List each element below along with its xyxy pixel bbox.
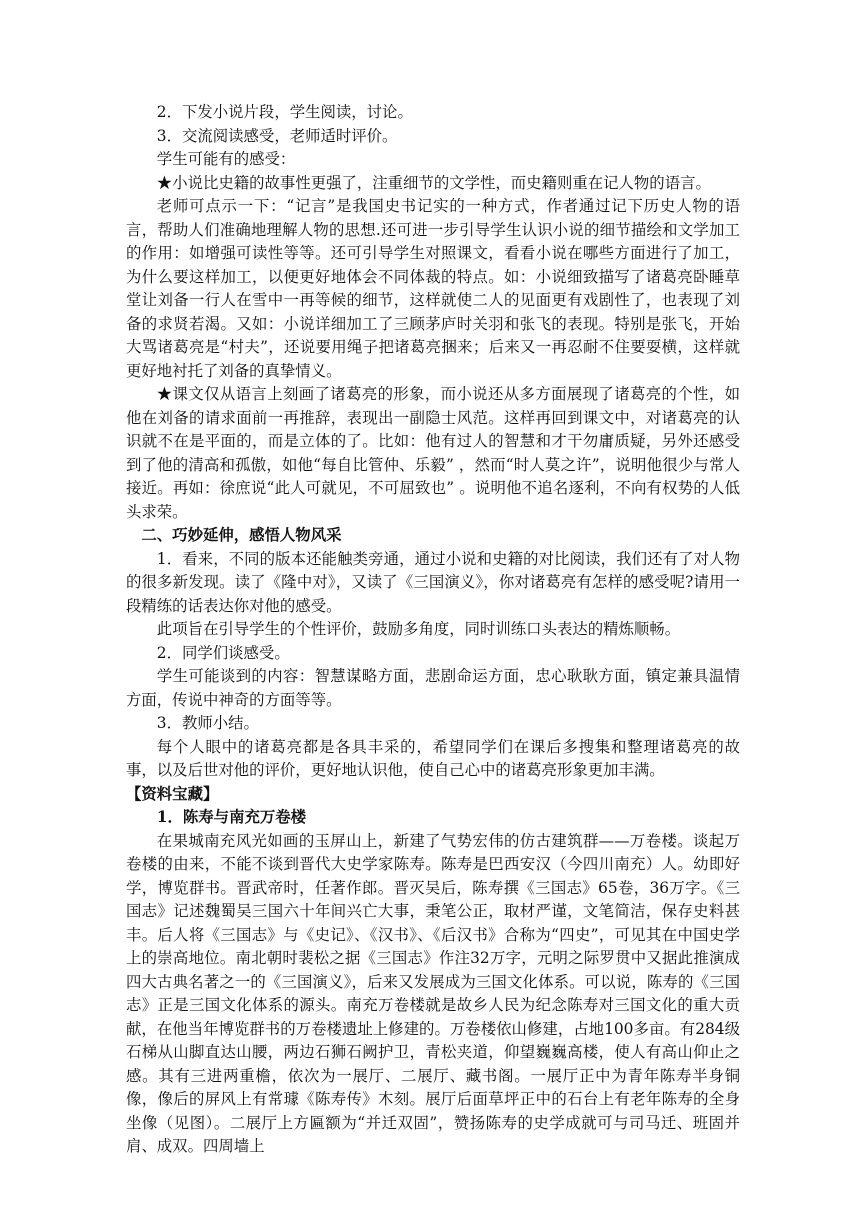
document-body	[126, 101, 740, 1159]
subheading-chenshou: 1．陈寿与南充万卷楼	[156, 808, 307, 826]
paragraph-wanjuanlou: 在果城南充风光如画的玉屏山上，新建了气势宏伟的仿古建筑群——万卷楼。谈起万卷楼的由来，不能不谈到晋代大史学家陈寿。陈寿是巴西安汉（今四川南充）人。幼即好学，博览群书。晋武帝时，任著作郎。晋灭吴后，陈寿撰《三国志》65卷，36万字。《三国志》记述魏蜀吴三国六十年间兴亡大事，秉笔公正，取材严谨，文笔简洁，保存史料甚丰。后人将《三国志》与《史记》、《汉书》、《后汉书》合称为“四史”，可见其在中国史学上的崇高地位。南北朝时裴松之据《三国志》作注32万字，元明之际罗贯中又据此推演成四大古典名著之一的《三国演义》，后来又发展成为三国文化体系。可以说，陈寿的《三国志》正是三国文化体系的源头。南充万卷楼就是故乡人民为纪念陈寿对三国文化的重大贡献，在他当年博览群书的万卷楼遗址上修建的。万卷楼依山修建，占地100多亩。有284级石梯从山脚直达山腰，两边石狮石阙护卫，青松夹道，仰望巍巍高楼，使人有高山仰止之感。其有三进两重檐，依次为一展厅、二展厅、藏书阁。一展厅正中为青年陈寿半身铜像，像后的屏风上有常璩《陈寿传》木刻。展厅后面草坪正中的石台上有老年陈寿的全身坐像（见图）。二展厅上方匾额为“并迁双固”，赞扬陈寿的史学成就可与司马迁、班固并肩、成双。四周墙上	[126, 831, 740, 1155]
paragraph-extension-3: 3．教师小结。	[156, 714, 259, 732]
paragraph-step-2: 2．下发小说片段，学生阅读，讨论。	[156, 103, 413, 121]
paragraph-possible-topics: 学生可能谈到的内容：智慧谋略方面，悲剧命运方面，忠心耿耿方面，镇定兼具温情方面，传说中神奇的方面等等。	[126, 667, 740, 709]
section-heading-resources: 【资料宝藏】	[126, 784, 219, 803]
paragraph-step-3: 3．交流阅读感受，老师适时评价。	[156, 126, 398, 145]
section-heading-extension: 二、巧妙延伸，感悟人物风采	[141, 526, 342, 544]
paragraph-summary: 每个人眼中的诸葛亮都是各具丰采的，希望同学们在课后多搜集和整理诸葛亮的故事，以及后世对他的评价，更好地认识他，使自己心中的诸葛亮形象更加丰满。	[126, 737, 740, 779]
paragraph-extension-aim: 此项旨在引导学生的个性评价，鼓励多角度，同时训练口头表达的精炼顺畅。	[156, 620, 681, 638]
paragraph-extension-2: 2．同学们谈感受。	[156, 643, 290, 662]
paragraph-feeling-1: ★小说比史籍的故事性更强了，注重细节的文学性，而史籍则重在记人物的语言。	[156, 173, 711, 192]
paragraph-possible-feelings-label: 学生可能有的感受：	[156, 150, 296, 168]
paragraph-extension-1: 1．看来，不同的版本还能触类旁通，通过小说和史籍的对比阅读，我们还有了对人物的很多新发现。读了《隆中对》，又读了《三国演义》，你对诸葛亮有怎样的感受呢?请用一段精练的话表达你对他的感受。	[126, 549, 740, 615]
paragraph-teacher-note: 老师可点示一下：“记言”是我国史书记实的一种方式，作者通过记下历史人物的语言，帮助人们准确地理解人物的思想.还可进一步引导学生认识小说的细节描绘和文学加工的作用：如增强可读性等等。还可引导学生对照课文，看看小说在哪些方面进行了加工，为什么要这样加工，以便更好地体会不同体裁的特点。如：小说细致描写了诸葛亮卧睡草堂让刘备一行人在雪中一再等候的细节，这样就使二人的见面更有戏剧性了，也表现了刘备的求贤若渴。又如：小说详细加工了三顾茅庐时关羽和张飞的表现。特别是张飞，开始大骂诸葛亮是“村夫”，还说要用绳子把诸葛亮捆来；后来又一再忍耐不住要耍横，这样就更好地衬托了刘备的真挚情义。	[126, 197, 740, 380]
paragraph-feeling-2: ★课文仅从语言上刻画了诸葛亮的形象，而小说还从多方面展现了诸葛亮的个性，如他在刘备的请求面前一再推辞，表现出一副隐士风范。这样再回到课文中，对诸葛亮的认识就不在是平面的，而是立体的了。比如：他有过人的智慧和才干勿庸质疑，另外还感受到了他的清高和孤傲，如他“每自比管仲、乐毅” ，然而“时人莫之许”，说明他很少与常人接近。再如：徐庶说“此人可就见，不可屈致也” 。说明他不追名逐利，不向有权势的人低头求荣。	[126, 385, 740, 521]
